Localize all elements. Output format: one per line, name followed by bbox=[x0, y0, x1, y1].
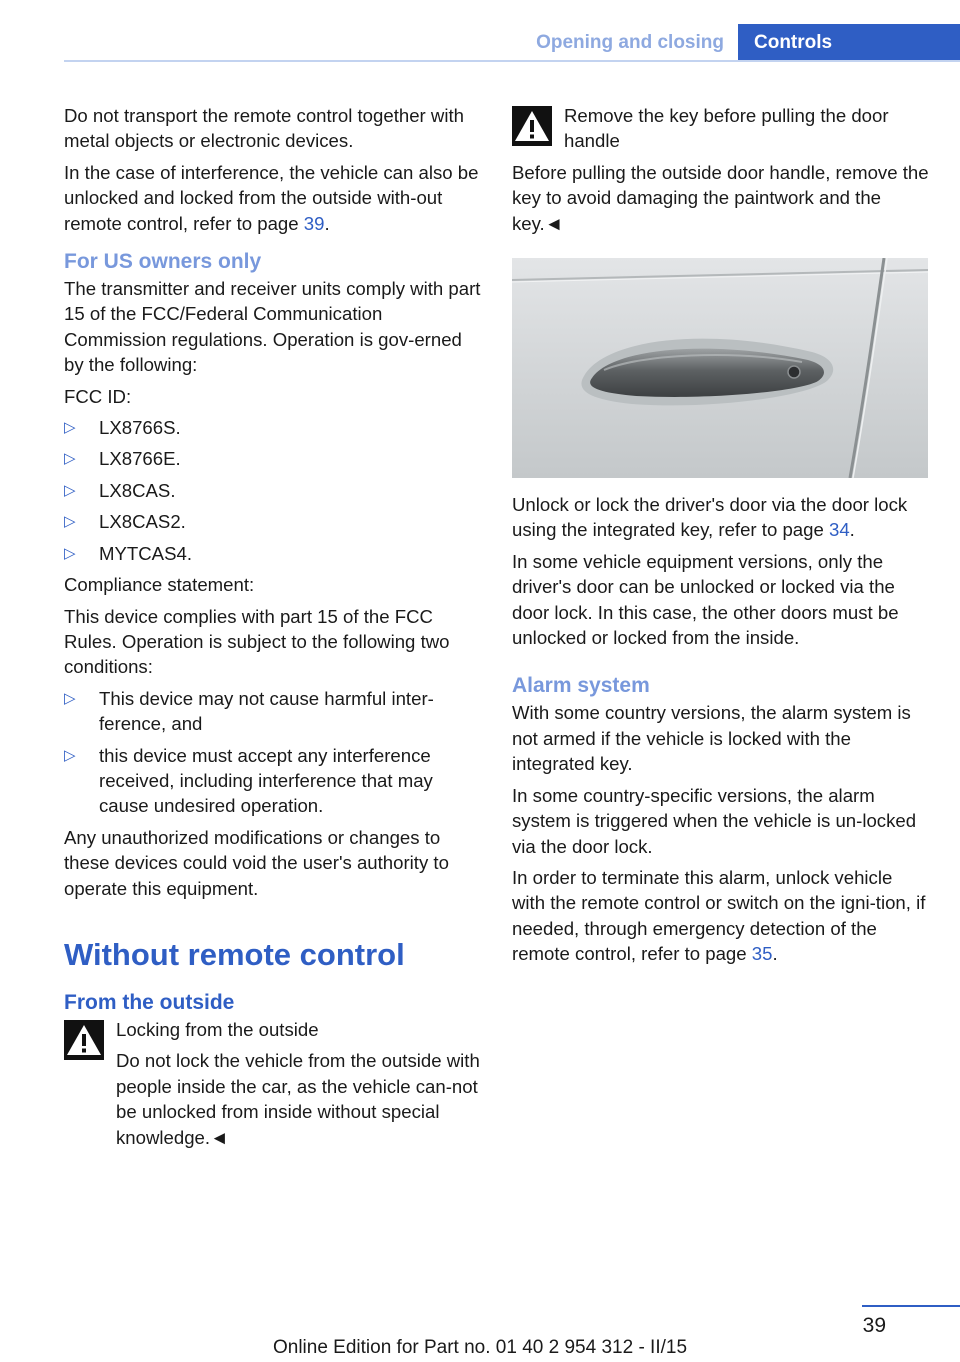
warning-text: Do not lock the vehicle from the outside with people inside the car, as the vehicle can-not be unlocked from inside without special knowledge.◄ bbox=[116, 1050, 480, 1148]
page-number: 39 bbox=[862, 1314, 886, 1337]
fcc-id-list bbox=[64, 415, 482, 566]
alarm-system-heading: Alarm system bbox=[512, 674, 650, 698]
triangle-bullet-icon: ▷ bbox=[64, 481, 76, 499]
text: . bbox=[772, 943, 778, 965]
list-text: This device may not cause harmful inter-ference, and bbox=[99, 687, 434, 735]
paragraph: In some country-specific versions, the alarm system is triggered when the vehicle is un-locked via the door lock. bbox=[512, 784, 917, 857]
conditions-list bbox=[64, 686, 482, 819]
paragraph bbox=[512, 865, 930, 967]
warning-title: Locking from the outside bbox=[116, 1018, 319, 1040]
section-tab[interactable]: Opening and closing bbox=[536, 32, 724, 53]
list-text: MYTCAS4. bbox=[99, 542, 192, 564]
warning-block bbox=[512, 103, 930, 236]
list-item bbox=[64, 509, 482, 534]
paragraph: The transmitter and receiver units comply with part 15 of the FCC/Federal Communication Commission regulations. Operation is gov-erned by the following: bbox=[64, 278, 481, 376]
list-item bbox=[64, 743, 482, 819]
triangle-bullet-icon: ▷ bbox=[64, 419, 76, 437]
warning-block bbox=[64, 1017, 482, 1150]
list-item bbox=[64, 415, 482, 440]
paragraph: This device complies with part 15 of the FCC Rules. Operation is subject to the following two conditions: bbox=[64, 605, 450, 678]
compliance-label: Compliance statement: bbox=[64, 574, 255, 596]
list-text: this device must accept any interference received, including interference that may cause undesired operation. bbox=[99, 744, 433, 817]
triangle-bullet-icon: ▷ bbox=[64, 746, 76, 764]
paragraph bbox=[512, 492, 930, 543]
text: Unlock or lock the driver's door via the door lock using the integrated key, refer to page bbox=[512, 494, 908, 541]
page-link-39[interactable]: 39 bbox=[303, 212, 325, 234]
without-remote-heading: Without remote control bbox=[64, 936, 405, 972]
from-outside-heading: From the outside bbox=[64, 990, 235, 1014]
left-column bbox=[64, 103, 482, 1150]
paragraph: In some vehicle equipment versions, only the driver's door can be unlocked or locked via the door lock. In this case, the other doors must be unlocked or locked from the inside. bbox=[512, 550, 899, 649]
paragraph: Do not transport the remote control together with metal objects or electronic devices. bbox=[64, 105, 464, 152]
footer-rule bbox=[862, 1305, 960, 1307]
warning-icon bbox=[512, 106, 552, 146]
header-rule bbox=[64, 60, 960, 62]
list-text: LX8CAS2. bbox=[99, 511, 186, 533]
triangle-bullet-icon: ▷ bbox=[64, 513, 76, 531]
page-link-35[interactable]: 35 bbox=[751, 943, 773, 965]
fcc-label: FCC ID: bbox=[64, 385, 132, 407]
text: . bbox=[324, 212, 330, 234]
us-owners-heading: For US owners only bbox=[64, 250, 262, 274]
edition-footer: Online Edition for Part no. 01 40 2 954 312 - II/15 bbox=[272, 1337, 688, 1358]
list-item bbox=[64, 686, 482, 737]
text: In order to terminate this alarm, unlock vehicle with the remote control or switch on the igni-tion, if needed, through emergency detection of the remote control, refer to page bbox=[512, 866, 926, 965]
page-header bbox=[64, 24, 960, 62]
right-column bbox=[512, 103, 930, 973]
door-handle-image bbox=[512, 258, 928, 478]
list-text: LX8766E. bbox=[99, 448, 181, 470]
triangle-bullet-icon: ▷ bbox=[64, 689, 76, 707]
list-item bbox=[64, 541, 482, 566]
warning-icon bbox=[64, 1020, 104, 1060]
text: . bbox=[849, 519, 855, 541]
text: In the case of interference, the vehicle can also be unlocked and locked from the outside with-out remote control, refer to page bbox=[64, 161, 479, 234]
page-link-34[interactable]: 34 bbox=[828, 519, 850, 541]
warning-title: Remove the key before pulling the door handle bbox=[564, 105, 889, 152]
list-text: LX8766S. bbox=[99, 417, 181, 439]
chapter-tab[interactable]: Controls bbox=[738, 24, 960, 62]
warning-text: Before pulling the outside door handle, remove the key to avoid damaging the paintwork and the key.◄ bbox=[512, 161, 929, 234]
triangle-bullet-icon: ▷ bbox=[64, 450, 76, 468]
paragraph: With some country versions, the alarm system is not armed if the vehicle is locked with the integrated key. bbox=[512, 702, 911, 775]
list-text: LX8CAS. bbox=[99, 479, 176, 501]
list-item bbox=[64, 478, 482, 503]
triangle-bullet-icon: ▷ bbox=[64, 544, 76, 562]
list-item bbox=[64, 446, 482, 471]
paragraph bbox=[64, 160, 482, 236]
paragraph: Any unauthorized modifications or changes to these devices could void the user's authority to operate this equipment. bbox=[64, 826, 449, 899]
